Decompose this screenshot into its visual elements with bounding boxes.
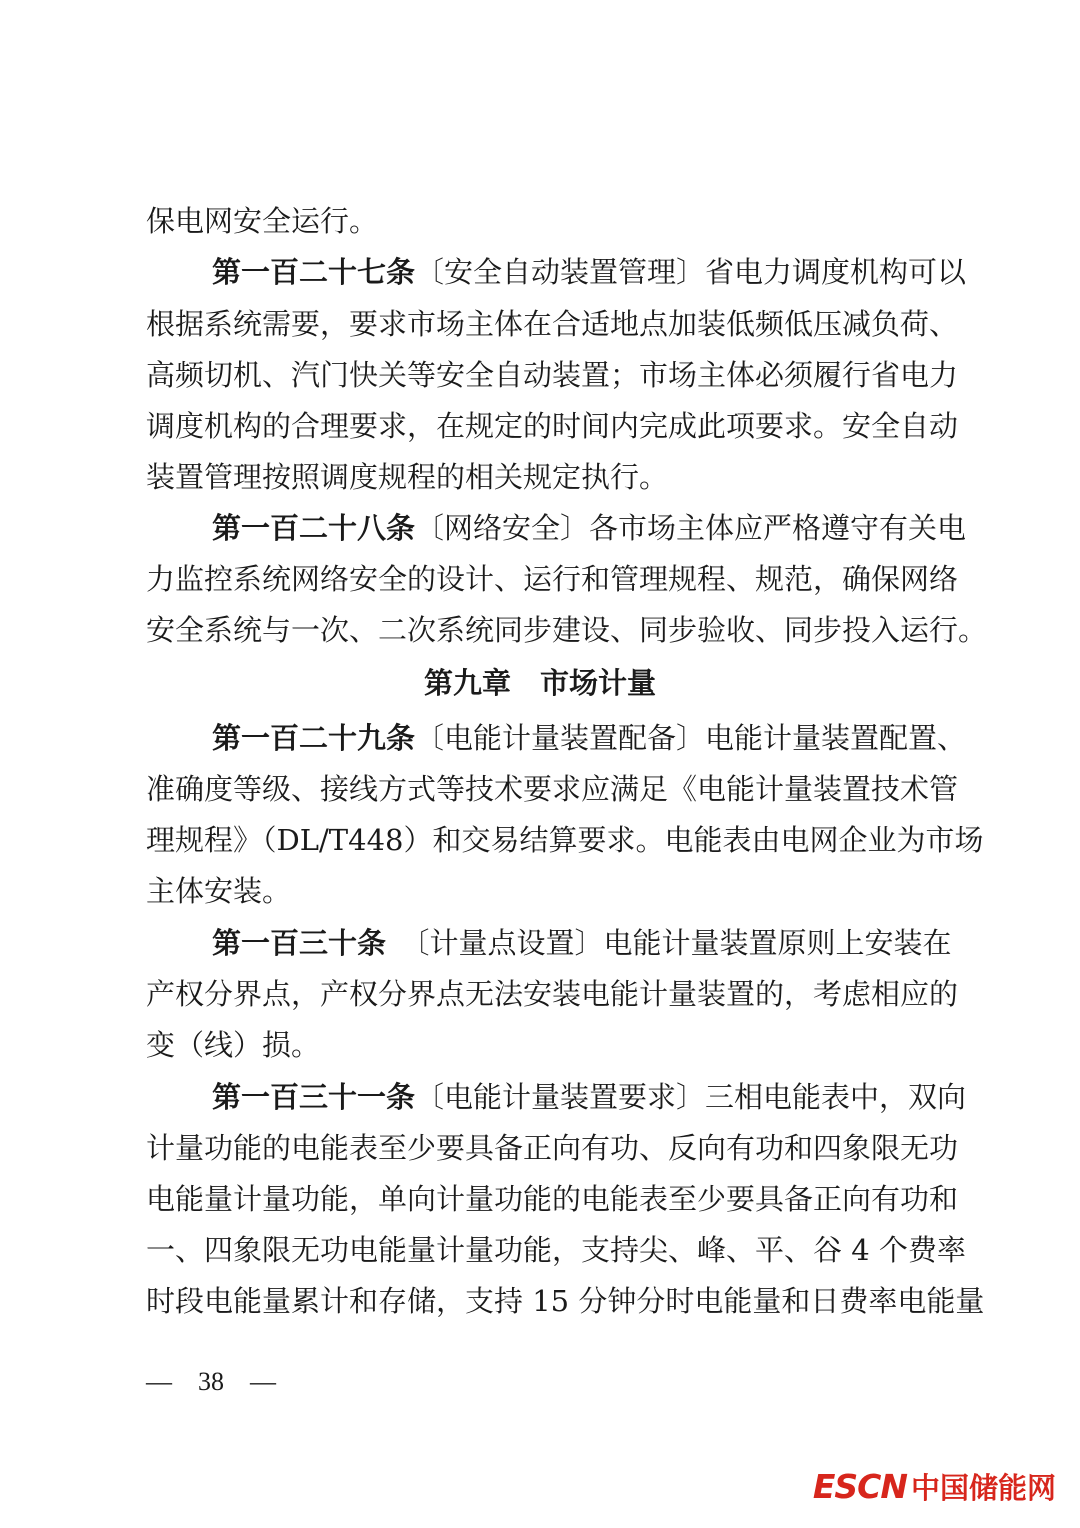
article-128-line: 第一百二十八条〔网络安全〕各市场主体应严格遵守有关电 [212,511,967,545]
article-number: 第一百三十一条 [212,1080,416,1114]
article-number: 第一百二十七条 [212,255,416,289]
paragraph-line: 装置管理按照调度规程的相关规定执行。 [146,460,669,494]
article-number: 第一百二十八条 [212,511,416,545]
paragraph-line: 时段电能量累计和存储，支持 15 分钟分时电能量和日费率电能量 [146,1284,985,1318]
page-number: — 38 — [146,1367,277,1396]
paragraph-line: 主体安装。 [146,874,292,908]
article-number: 第一百二十九条 [212,721,416,755]
paragraph-line: 计量功能的电能表至少要具备正向有功、反向有功和四象限无功 [146,1131,959,1165]
article-131-line: 第一百三十一条〔电能计量装置要求〕三相电能表中，双向 [212,1080,967,1114]
logo-latin-text: ESCN [812,1466,907,1506]
article-129-line: 第一百二十九条〔电能计量装置配备〕电能计量装置配置、 [212,721,967,755]
paragraph-line: 准确度等级、接线方式等技术要求应满足《电能计量装置技术管 [146,772,959,806]
paragraph-line: 产权分界点，产权分界点无法安装电能计量装置的，考虑相应的 [146,977,959,1011]
paragraph-line: 电能量计量功能，单向计量功能的电能表至少要具备正向有功和 [146,1182,959,1216]
paragraph-line: 根据系统需要，要求市场主体在合适地点加装低频低压减负荷、 [146,307,959,341]
article-number: 第一百三十条 [212,926,387,960]
logo-cn-text: 中国储能网 [910,1470,1056,1505]
paragraph-line: 理规程》（DL/T448）和交易结算要求。电能表由电网企业为市场 [146,823,984,857]
article-130-line: 第一百三十条 〔计量点设置〕电能计量装置原则上安装在 [212,926,952,960]
paragraph-line: 高频切机、汽门快关等安全自动装置；市场主体必须履行省电力 [146,358,959,392]
paragraph-line: 安全系统与一次、二次系统同步建设、同步验收、同步投入运行。 [146,613,988,647]
article-127-line: 第一百二十七条〔安全自动装置管理〕省电力调度机构可以 [212,255,967,289]
chapter-title: 第九章 市场计量 [423,666,656,700]
paragraph-line: 一、四象限无功电能量计量功能，支持尖、峰、平、谷 4 个费率 [146,1233,966,1267]
paragraph-line: 变（线）损。 [146,1028,321,1062]
paragraph-line: 保电网安全运行。 [146,204,379,238]
escn-logo [813,1462,1056,1510]
paragraph-line: 调度机构的合理要求，在规定的时间内完成此项要求。安全自动 [146,409,959,443]
paragraph-line: 力监控系统网络安全的设计、运行和管理规程、规范，确保网络 [146,562,959,596]
